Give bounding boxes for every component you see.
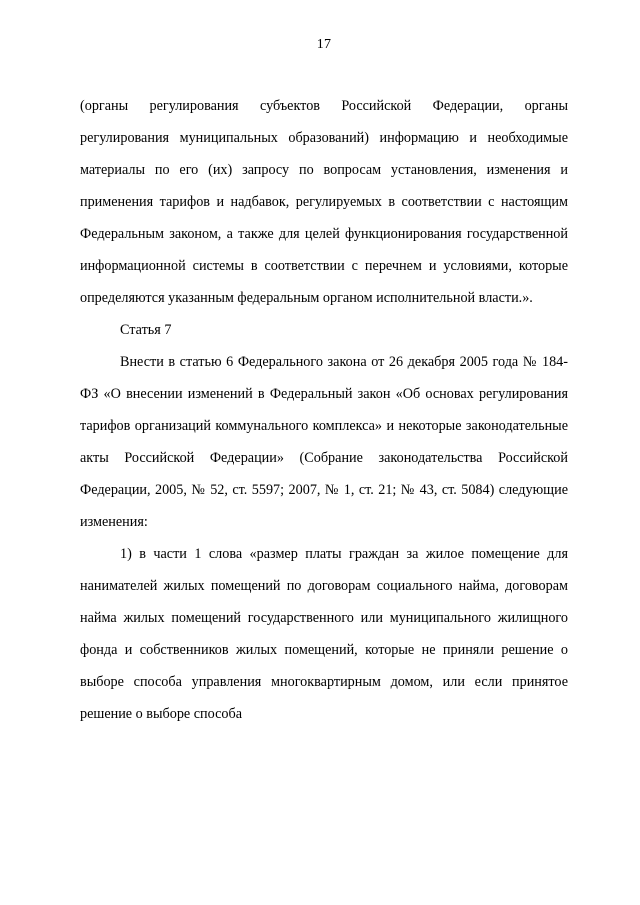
paragraph-continuation: (органы регулирования субъектов Российской Федерации, органы регулирования муниципальных образований) информацию и необходимые материалы по его (их) запросу по вопросам установления, изменения и применения тарифов и надбавок, регулируемых в соответствии с настоящим Федеральным законом, а также для целей функционирования государственной информационной системы в соответствии с перечнем и условиями, которые определяются указанным федеральным органом исполнительной власти.». xyxy=(80,98,568,306)
page-number: 17 xyxy=(316,37,332,52)
document-body xyxy=(80,90,568,730)
paragraph-article-intro: Внести в статью 6 Федерального закона от 26 декабря 2005 года № 184-ФЗ «О внесении изменений в Федеральный закон «Об основах регулирования тарифов организаций коммунального комплекса» и некоторые законодательные акты Российской Федерации» (Собрание законодательства Российской Федерации, 2005, № 52, ст. 5597; 2007, № 1, ст. 21; № 43, ст. 5084) следующие изменения: xyxy=(80,354,568,530)
paragraph-item-1: 1) в части 1 слова «размер платы граждан за жилое помещение для нанимателей жилых помещений по договорам социального найма, договорам найма жилых помещений государственного или муниципального жилищного фонда и собственников жилых помещений, которые не приняли решение о выборе способа управления многоквартирным домом, или если принятое решение о выборе способа xyxy=(80,546,568,722)
article-heading: Статья 7 xyxy=(120,322,172,338)
